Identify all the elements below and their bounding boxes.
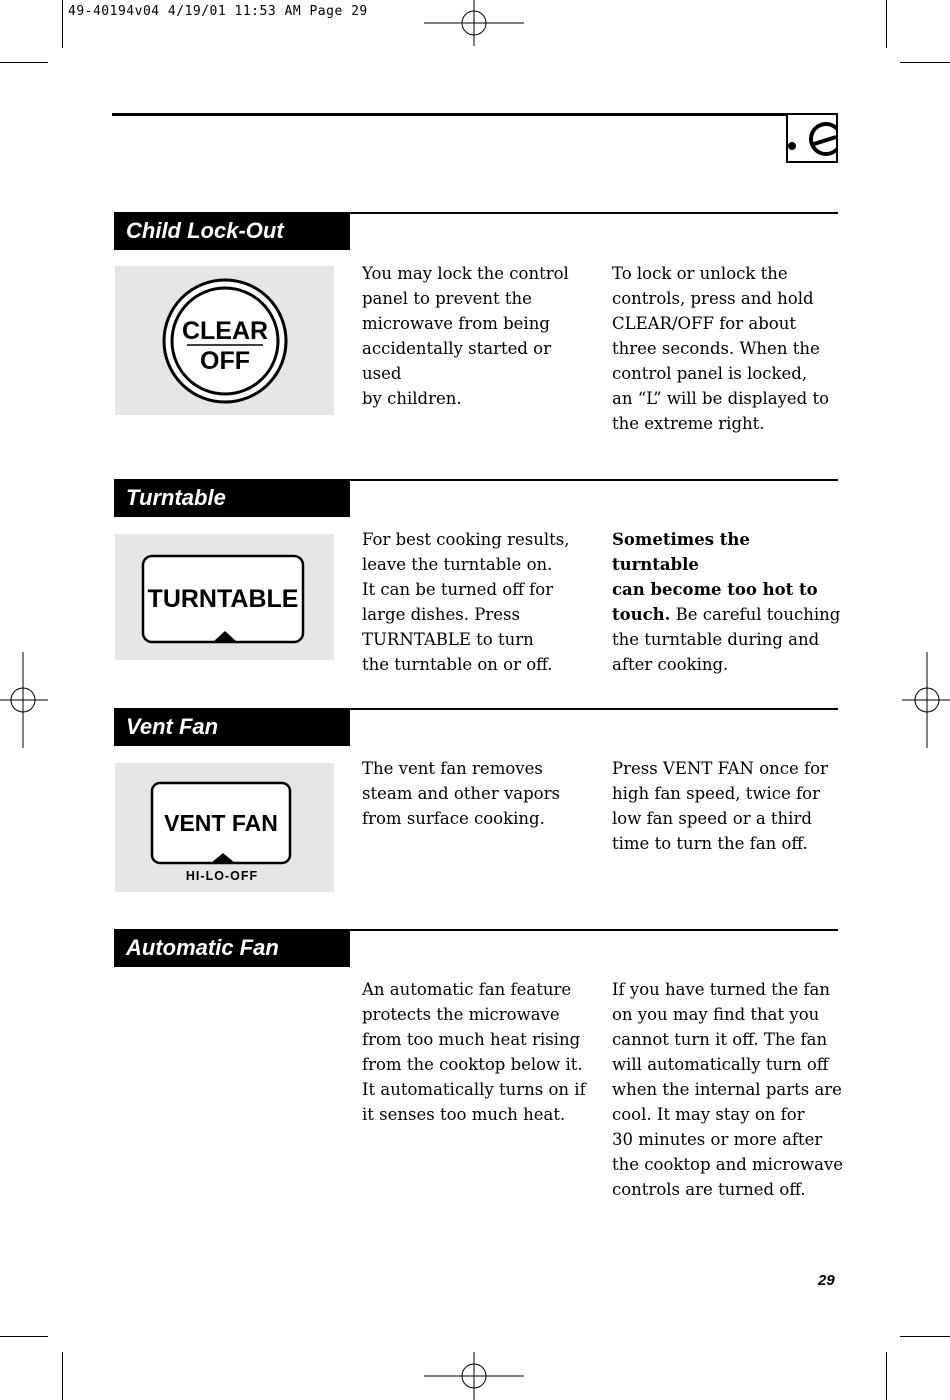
turntable-button-icon	[115, 534, 334, 660]
clear-label: CLEAR	[181, 317, 269, 345]
turntable-button-illustration	[115, 534, 334, 660]
turntable-text-1: For best cooking results, leave the turntable on. It can be turned off for large dishes. Press TURNTABLE to turn the turntable on or off.	[362, 530, 570, 674]
section-title-child-lock-out: Child Lock-Out	[114, 212, 350, 250]
page-number: 29	[818, 1272, 835, 1289]
automatic-fan-text-1: An automatic fan feature protects the microwave from too much heat rising from the cooktop below it. It automatically turns on if it senses too much heat.	[362, 980, 586, 1124]
clear-off-button-icon	[115, 266, 334, 415]
child-lock-out-text-2: To lock or unlock the controls, press and hold CLEAR/OFF for about three seconds. When the control panel is locked, an “L” will be displayed to the extreme right.	[612, 264, 830, 433]
section-rule	[350, 479, 838, 481]
vent-fan-button-icon	[115, 763, 334, 892]
header-rule	[112, 113, 838, 116]
print-slug: 49-40194v04 4/19/01 11:53 AM Page 29	[68, 4, 368, 19]
section-title-turntable: Turntable	[114, 479, 350, 517]
vent-fan-text-2: Press VENT FAN once for high fan speed, twice for low fan speed or a third time to turn the fan off.	[612, 759, 828, 853]
section-title-automatic-fan: Automatic Fan	[114, 929, 350, 967]
vent-fan-text-1: The vent fan removes steam and other vapors from surface cooking.	[362, 759, 560, 828]
section-rule	[350, 708, 838, 710]
microwave-features-icon	[786, 113, 838, 163]
clear-off-button-illustration	[115, 266, 334, 415]
turntable-warning: Sometimes the turntable can become too hot to touch.	[612, 530, 818, 624]
turntable-text-2	[612, 527, 842, 677]
off-label: OFF	[200, 347, 250, 375]
child-lock-out-text-1: You may lock the control panel to prevent the microwave from being accidentally started or used by children.	[362, 264, 569, 408]
section-title-vent-fan: Vent Fan	[114, 708, 350, 746]
automatic-fan-text-2: If you have turned the fan on you may find that you cannot turn it off. The fan will automatically turn off when the internal parts are cool. It may stay on for 30 minutes or more after the cooktop and microwave controls are turned off.	[612, 980, 844, 1199]
vent-fan-label: VENT FAN	[164, 810, 278, 836]
turntable-caution: Be careful touching the turntable during and after cooking.	[612, 605, 841, 674]
turntable-label: TURNTABLE	[147, 585, 299, 613]
section-rule	[350, 929, 838, 931]
vent-fan-button-illustration	[115, 763, 334, 892]
hi-lo-off-label: HI-LO-OFF	[185, 869, 259, 883]
section-rule	[350, 212, 838, 214]
